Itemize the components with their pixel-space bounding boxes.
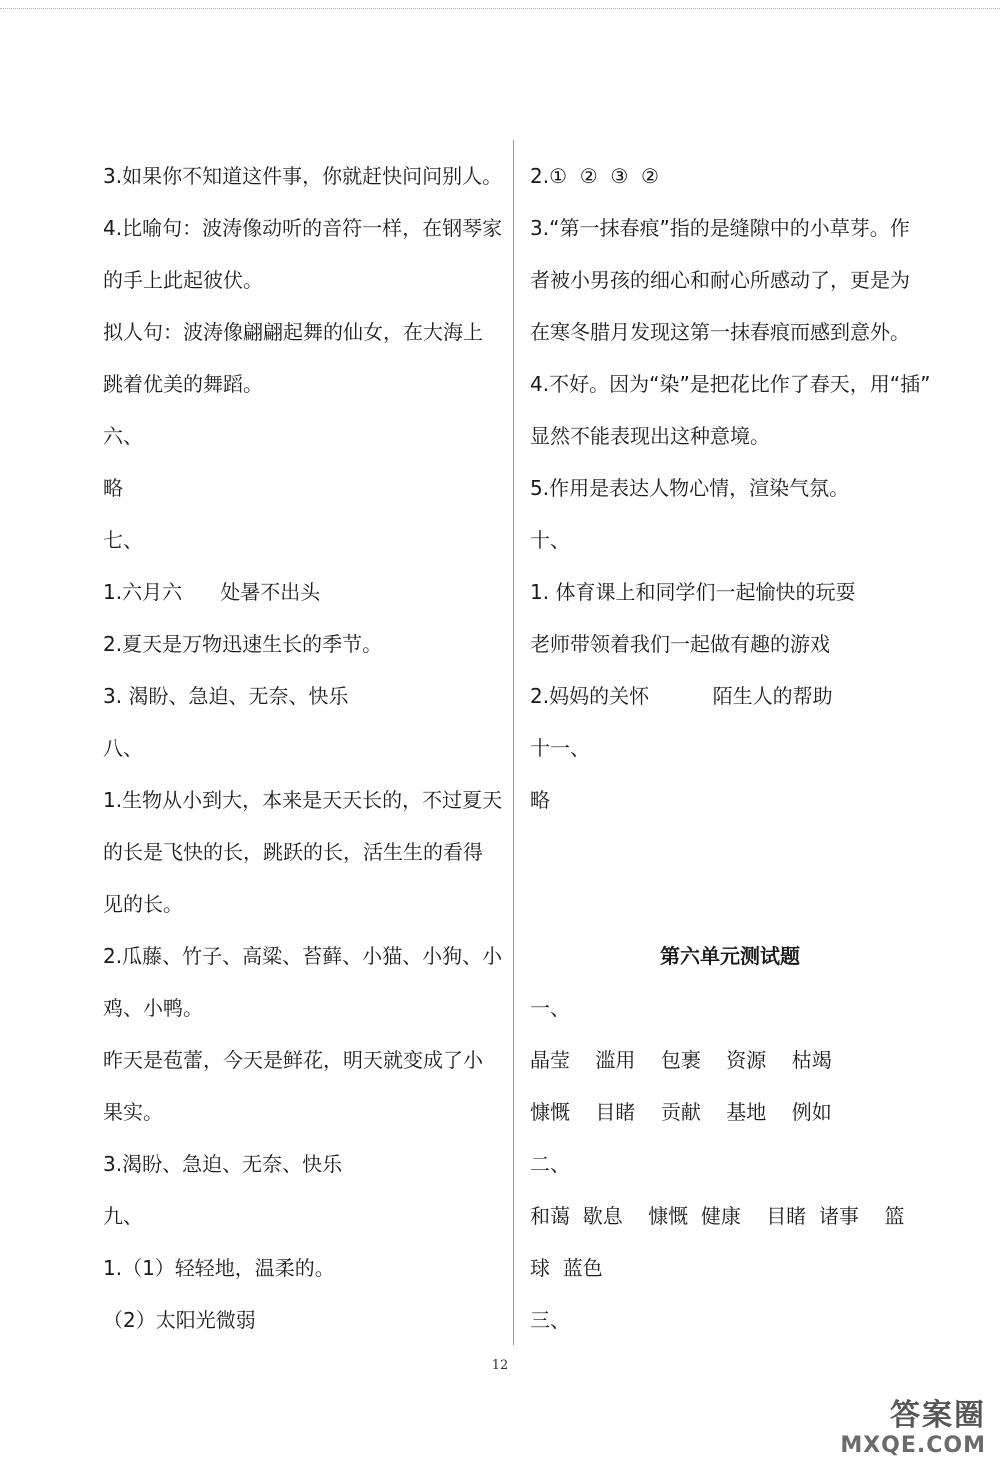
text-line: （2）太阳光微弱 (103, 1308, 256, 1332)
section-heading: 三、 (530, 1308, 570, 1332)
text-line: 跳着优美的舞蹈。 (103, 372, 263, 396)
text-line: 者被小男孩的细心和耐心所感动了，更是为 (530, 268, 910, 292)
text-line: 球 蓝色 (530, 1256, 603, 1280)
page-number: 12 (491, 1358, 509, 1373)
section-heading: 九、 (103, 1204, 143, 1228)
text-line: 和蔼 歇息 慷慨 健康 目睹 诸事 篮 (530, 1204, 905, 1228)
section-heading: 八、 (103, 736, 143, 760)
text-line: 见的长。 (103, 892, 183, 916)
unit-title: 第六单元测试题 (660, 944, 800, 968)
text-line: 略 (530, 788, 550, 812)
text-line: 在寒冬腊月发现这第一抹春痕而感到意外。 (530, 320, 910, 344)
text-line: 2.妈妈的关怀 陌生人的帮助 (530, 684, 833, 708)
section-heading: 七、 (103, 528, 143, 552)
text-line: 显然不能表现出这种意境。 (530, 424, 770, 448)
text-line: 昨天是苞蕾，今天是鲜花，明天就变成了小 (103, 1048, 483, 1072)
text-line: 拟人句：波涛像翩翩起舞的仙女，在大海上 (103, 320, 483, 344)
section-heading: 二、 (530, 1152, 570, 1176)
column-divider (513, 140, 514, 1345)
section-heading: 十一、 (530, 736, 590, 760)
text-line: 5.作用是表达人物心情，渲染气氛。 (530, 476, 850, 500)
section-heading: 十、 (530, 528, 570, 552)
text-line: 3.如果你不知道这件事，你就赶快问问别人。 (103, 164, 503, 188)
right-column (530, 150, 930, 1346)
left-column (103, 150, 503, 1346)
text-line: 鸡、小鸭。 (103, 996, 203, 1020)
text-line: 1. 体育课上和同学们一起愉快的玩耍 (530, 580, 856, 604)
text-line: 慷慨 目睹 贡献 基地 例如 (530, 1100, 832, 1124)
section-heading: 一、 (530, 996, 570, 1020)
watermark-logo-text: 答案圈 (890, 1398, 986, 1433)
text-line: 的手上此起彼伏。 (103, 268, 263, 292)
text-line: 4.不好。因为“染”是把花比作了春天，用“插” (530, 372, 931, 396)
text-line: 3.渴盼、急迫、无奈、快乐 (103, 1152, 343, 1176)
watermark-logo (811, 1390, 986, 1458)
watermark-site: MXQE.COM (840, 1433, 986, 1458)
text-line: 3.“第一抹春痕”指的是缝隙中的小草芽。作 (530, 216, 910, 240)
text-line: 2.夏天是万物迅速生长的季节。 (103, 632, 383, 656)
spacer (530, 878, 930, 930)
section-heading: 六、 (103, 424, 143, 448)
text-line: 略 (103, 476, 123, 500)
text-line: 3. 渴盼、急迫、无奈、快乐 (103, 684, 349, 708)
text-line: 2.瓜藤、竹子、高粱、苔藓、小猫、小狗、小 (103, 944, 503, 968)
text-line: 老师带领着我们一起做有趣的游戏 (530, 632, 830, 656)
text-line: 果实。 (103, 1100, 163, 1124)
text-line: 1.生物从小到大，本来是天天长的，不过夏天 (103, 788, 503, 812)
text-line: 2.① ② ③ ② (530, 164, 659, 188)
spacer (530, 826, 930, 878)
top-dotted-border (0, 8, 1000, 9)
text-line: 4.比喻句：波涛像动听的音符一样，在钢琴家 (103, 216, 503, 240)
text-line: 1.六月六 处暑不出头 (103, 580, 321, 604)
text-line: 的长是飞快的长，跳跃的长，活生生的看得 (103, 840, 483, 864)
text-line: 晶莹 滥用 包裹 资源 枯竭 (530, 1048, 832, 1072)
text-line: 1.（1）轻轻地，温柔的。 (103, 1256, 335, 1280)
